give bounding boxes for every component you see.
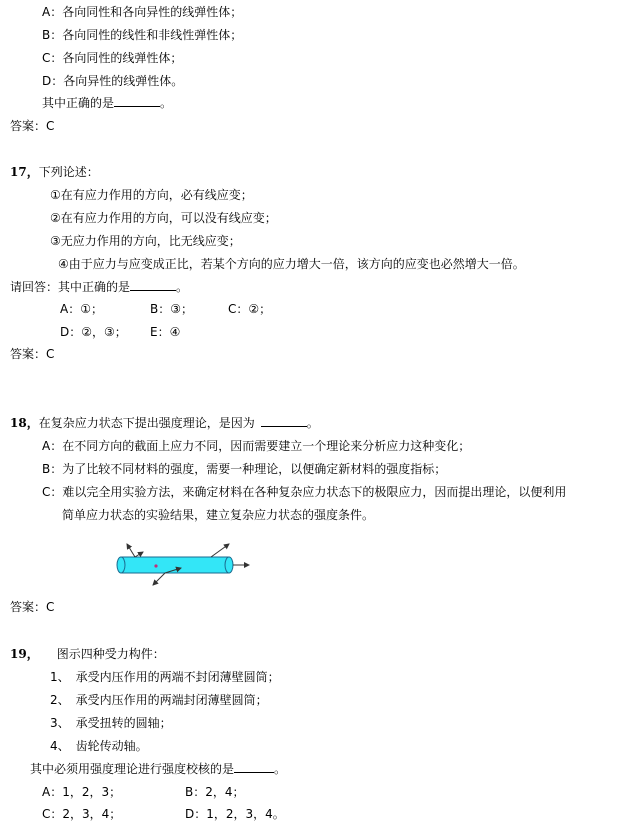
q16-option-a: A：各向同性和各向异性的线弹性体；	[42, 5, 243, 19]
stress-arrow-upper-right	[211, 544, 229, 557]
q17-statement-3: ③无应力作用的方向，比无线应变；	[50, 234, 241, 248]
q19-item-3: 3、 承受扭转的圆轴；	[50, 716, 172, 730]
q17-choice-d: D：②，③；	[60, 325, 127, 339]
q17-answer-blank	[130, 279, 176, 291]
stress-arrow-down-right	[135, 552, 143, 557]
q17-choice-a: A：①；	[60, 302, 103, 316]
q17-prompt-end: 。	[176, 280, 189, 294]
q16-answer: 答案：C	[10, 119, 55, 133]
q16-prompt-text: 其中正确的是	[42, 96, 115, 110]
q19-item-4: 4、 齿轮传动轴。	[50, 739, 148, 753]
q19-choice-c: C：2，3，4；	[42, 807, 122, 821]
q17-choice-e: E：④	[150, 325, 181, 339]
q18-number: 18，	[10, 416, 39, 430]
q17-choice-c: C：②；	[228, 302, 272, 316]
q16-option-c: C：各向同性的线弹性体；	[42, 51, 183, 65]
q19-title: 图示四种受力构件：	[56, 647, 165, 661]
q17-prompt-text: 请回答：其中正确的是	[10, 280, 131, 294]
q18-option-c-continued: 简单应力状态的实验结果，建立复杂应力状态的强度条件。	[62, 508, 375, 522]
q19-item-2: 2、 承受内压作用的两端封闭薄壁圆筒；	[50, 693, 268, 707]
q19-item-1: 1、 承受内压作用的两端不封闭薄壁圆筒；	[50, 670, 280, 684]
q16-answer-blank	[114, 95, 160, 107]
q17-statement-2: ②在有应力作用的方向，可以没有线应变；	[50, 211, 277, 225]
q18-option-b: B：为了比较不同材料的强度，需要一种理论，以便确定新材料的强度指标；	[42, 462, 447, 476]
shaft-point-marker	[154, 564, 157, 567]
q16-prompt-end: 。	[160, 96, 173, 110]
q18-title-end: 。	[306, 416, 319, 430]
q19-answer-blank	[234, 761, 274, 773]
q19-choice-a: A：1，2，3；	[42, 785, 122, 799]
q18-title: 在复杂应力状态下提出强度理论，是因为	[38, 416, 255, 430]
q18-answer: 答案：C	[10, 600, 55, 614]
stress-arrow-up-left	[127, 544, 135, 557]
q16-option-d: D：各向异性的线弹性体。	[42, 74, 184, 88]
q18-answer-blank	[261, 415, 307, 427]
q17-heading	[10, 164, 99, 180]
q19-choice-d: D：1，2，3，4。	[185, 807, 285, 821]
shaft-body	[117, 557, 233, 573]
q18-option-c: C：难以完全用实验方法，来确定材料在各种复杂应力状态下的极限应力，因而提出理论，以便利用	[42, 485, 567, 499]
q17-number: 17，	[10, 165, 39, 179]
q19-number: 19，	[10, 647, 39, 661]
q19-prompt-end: 。	[274, 762, 287, 776]
q16-prompt	[42, 95, 172, 111]
q17-title: 下列论述：	[38, 165, 99, 179]
q16-option-b: B：各向同性的线性和非线性弹性体；	[42, 28, 243, 42]
q19-heading	[10, 646, 165, 662]
q19-prompt-text: 其中必须用强度理论进行强度校核的是	[30, 762, 235, 776]
q19-choice-b: B：2，4；	[185, 785, 245, 799]
q18-option-a: A：在不同方向的截面上应力不同，因而需要建立一个理论来分析应力这种变化；	[42, 439, 471, 453]
stress-arrow-down	[153, 573, 165, 585]
q18-heading	[10, 415, 319, 431]
q17-choice-b: B：③；	[150, 302, 193, 316]
q18-shaft-figure	[115, 540, 255, 590]
q17-statement-4: ④由于应力与应变成正比，若某个方向的应力增大一倍，该方向的应变也必然增大一倍。	[58, 257, 525, 271]
q17-prompt	[10, 279, 188, 295]
q17-answer: 答案：C	[10, 347, 55, 361]
q19-prompt	[30, 761, 286, 777]
q17-statement-1: ①在有应力作用的方向，必有线应变；	[50, 188, 253, 202]
